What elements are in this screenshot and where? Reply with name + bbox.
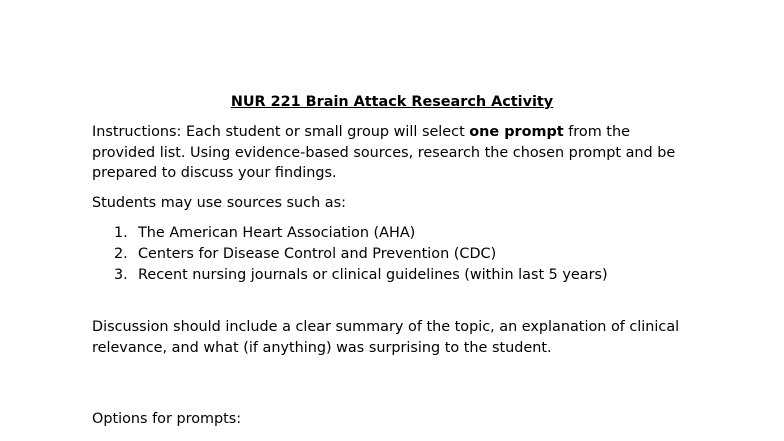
instructions-bold-text: one prompt — [469, 123, 564, 140]
document-body — [92, 92, 712, 439]
instructions-text-end: from the provided list. Using evidence-based sources, research the chosen prompt and be prepared to discuss your findings. — [92, 123, 676, 182]
blank-line — [92, 368, 712, 409]
sources-intro: Students may use sources such as: — [92, 195, 346, 212]
discussion-paragraph: Discussion should include a clear summary of the topic, an explanation of clinical relevance, and what (if anything) was surprising to the student. — [92, 319, 680, 357]
list-item — [92, 244, 712, 265]
instructions-text-start: Instructions: Each student or small group will select — [92, 123, 470, 140]
blank-line — [92, 285, 712, 317]
list-item — [92, 223, 712, 244]
instructions-paragraph — [92, 122, 697, 184]
document-title: NUR 221 Brain Attack Research Activity — [230, 94, 554, 110]
list-item — [92, 265, 712, 286]
list-item-number: 3. — [114, 266, 128, 283]
list-item-text: Recent nursing journals or clinical guidelines (within last 5 years) — [138, 266, 608, 283]
list-item-text: The American Heart Association (AHA) — [138, 224, 416, 241]
list-item-text: Centers for Disease Control and Prevention (CDC) — [138, 245, 497, 262]
sources-list — [92, 223, 712, 285]
list-item-number: 2. — [114, 245, 128, 262]
list-item-number: 1. — [114, 224, 128, 241]
options-heading: Options for prompts: — [92, 410, 242, 427]
